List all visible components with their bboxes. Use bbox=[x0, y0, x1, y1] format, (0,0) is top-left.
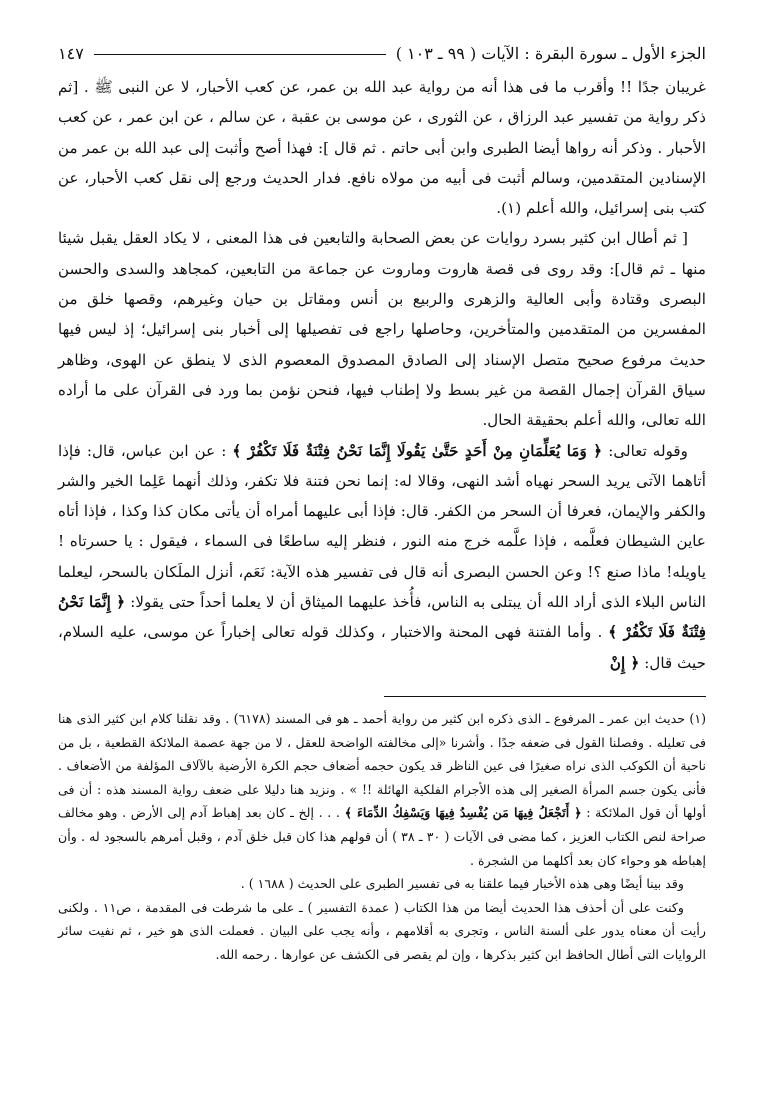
footnote-1-text: (١) حديث ابن عمر ـ المرفوع ـ الذى ذكره ابن كثير من رواية أحمد ـ هو فى المسند (٦١٧٨) . وقد نقلنا كلام ابن كثير الذى هنا فى تعليله . وفصلنا القول فى ضعفه جدًا . وأشرنا «إلى مخالفته الواضحة للعقل ، لا من جهة عصمة الملائكة القطعية ، بل من ناحية أن الكوكب الذى نراه صغيرًا فى عين الناظر قد يكون حجمه أضعاف حجم الكرة الأرضية بالآلاف المؤلفة من الأضعاف . فأنى يكون جسم المرأة الصغير إلى هذه الأجرام الفلكية الهائلة !! » . ونزيد هنا دليلا على ضعف رواية المسند هذه : أن فى أولها أن قول الملائكة : bbox=[58, 710, 706, 821]
footnote-2: وقد بينا أيضًا وهى هذه الأخبار فيما علقنا به فى تفسير الطبرى على الحديث ( ١٦٨٨ ) . bbox=[240, 876, 684, 892]
footnote-3: وكنت على أن أحذف هذا الحديث أيضا من هذا الكتاب ( عمدة التفسير ) ـ على ما شرطت فى المقدمة ، ص١١ . ولكنى رأيت أن معناه يدور على ألسنة الناس ، وتجرى به أقلامهم ، وأنه يجب على البيان . فعملت الذى هو خير ، ثم نفيت سائر الروايات التى أطال الحافظ ابن كثير بذكرها ، وإن لم يقصر فى الكشف عن عوارها . رحمه الله. bbox=[58, 899, 706, 962]
paragraph-1: غريبان جدًا !! وأقرب ما فى هذا أنه من رواية عبد الله بن عمر، عن كعب الأحبار، لا عن النبى ﷺ . [ثم ذكر رواية من تفسير عبد الرزاق ، عن الثورى ، عن موسى بن عقبة ، عن سالم ، عن ابن عمر ، عن كعب الأحبار . وذكر أنه رواها أيضا الطبرى وابن أبى حاتم . ثم قال ]: فهذا أصح وأثبت إلى عبد الله بن عمر من الإسنادين المتقدمين، وسالم أثبت فى أبيه من مولاه نافع. فدار الحديث ورجع إلى نقل كعب الأحبار، عن كتب بنى إسرائيل، والله أعلم (١). bbox=[58, 78, 706, 218]
footnote-1 bbox=[58, 707, 706, 872]
paragraph-3-text: : عن ابن عباس، قال: فإذا أتاهما الآتى يريد السحر نهياه أشد النهى، وقالا له: إنما نحن فتنة فلا تكفر، وذلك أنهما عَلِما الخير والشر والكفر والإيمان، فعرفا أن السحر من الكفر. قال: فإذا أبى عليهما أمراه أن يأتى مكان كذا وكذا ، فإذا أتاه عاين الشيطان فعلَّمه ، فإذا علَّمه خرج منه النور ، فنظر إليه ساطعًا فى السماء ، فيقول : يا حسرتاه ! ياويله! ماذا صنع ؟! وعن الحسن البصرى أنه قال فى تفسير هذه الآية: نَعَم، أنزل الملَكان بالسحر، ليعلما الناس البلاء الذى أراد الله أن يبتلى به الناس، فأُخذ عليهما الميثاق أن لا يعلما أحداً حتى يقولا: bbox=[58, 441, 707, 612]
footnote-1-rest: . . . إلخ ـ كان بعد إهباط آدم إلى الأرض . وهو مخالف صراحة لنص الكتاب العزيز ، كما مضى فى الآيات ( ٣٠ ـ ٣٨ ) أن قولهم هذا كان قبل خلق آدم ، وقبل أمرهم بالسجود له . وأن إهباطه هو وحواء كان بعد أكلهما من الشجرة . bbox=[58, 805, 707, 868]
footnote-quran-verse: ﴿ أَتَجْعَلُ فِيهَا مَن يُفْسِدُ فِيهَا وَيَسْفِكُ الدِّمَاءَ ﴾ bbox=[344, 805, 582, 821]
quran-verse-3: ﴿ إِنْ bbox=[609, 653, 640, 672]
book-page bbox=[58, 40, 706, 1080]
paragraph-3 bbox=[58, 436, 706, 678]
page-number: ١٤٧ bbox=[58, 44, 84, 63]
paragraph-3-intro: وقوله تعالى: bbox=[608, 441, 689, 460]
quran-verse-2: ﴿ إِنَّمَا نَحْنُ فِتْنَةٌ فَلَا تَكْفُرْ ﴾ bbox=[58, 593, 706, 642]
main-text bbox=[58, 72, 706, 678]
paragraph-2: [ ثم أطال ابن كثير بسرد روايات عن بعض الصحابة والتابعين فى هذا المعنى ، لا يكاد العقل يقبل شيئا منها ـ ثم قال]: وقد روى فى قصة هاروت وماروت عن جماعة من التابعين، كمجاهد والسدى والحسن البصرى وقتادة وأبى العالية والزهرى والربيع بن أنس ومقاتل بن حيان وغيرهم، وقصها خلق من المفسرين من المتقدمين والمتأخرين، وحاصلها راجع فى تفصيلها إلى أخبار بنى إسرائيل؛ إذ ليس فيها حديث مرفوع صحيح متصل الإسناد إلى الصادق المصدوق المعصوم الذى لا ينطق عن الهوى، وظاهر سياق القرآن إجمال القصة من غير بسط ولا إطناب فيها، فنحن نؤمن بما ورد فى القرآن على ما أراده الله تعالى، والله أعلم بحقيقة الحال. bbox=[58, 229, 706, 430]
page-header bbox=[58, 40, 706, 68]
running-title: الجزء الأول ـ سورة البقرة : الآيات ( ٩٩ ـ ١٠٣ ) bbox=[395, 44, 706, 63]
header-rule bbox=[94, 54, 386, 55]
footnote-separator bbox=[384, 696, 706, 697]
paragraph-3-text-2: . وأما الفتنة فهى المحنة والاختبار ، وكذلك قوله تعالى إخباراً عن موسى، عليه السلام، حيث قال: bbox=[58, 623, 706, 672]
footnotes bbox=[58, 707, 706, 967]
quran-verse: ﴿ وَمَا يُعَلِّمَانِ مِنْ أَحَدٍ حَتَّىٰ يَقُولَا إِنَّمَا نَحْنُ فِتْنَةٌ فَلَا تَكْفُرْ ﴾ bbox=[232, 441, 603, 460]
